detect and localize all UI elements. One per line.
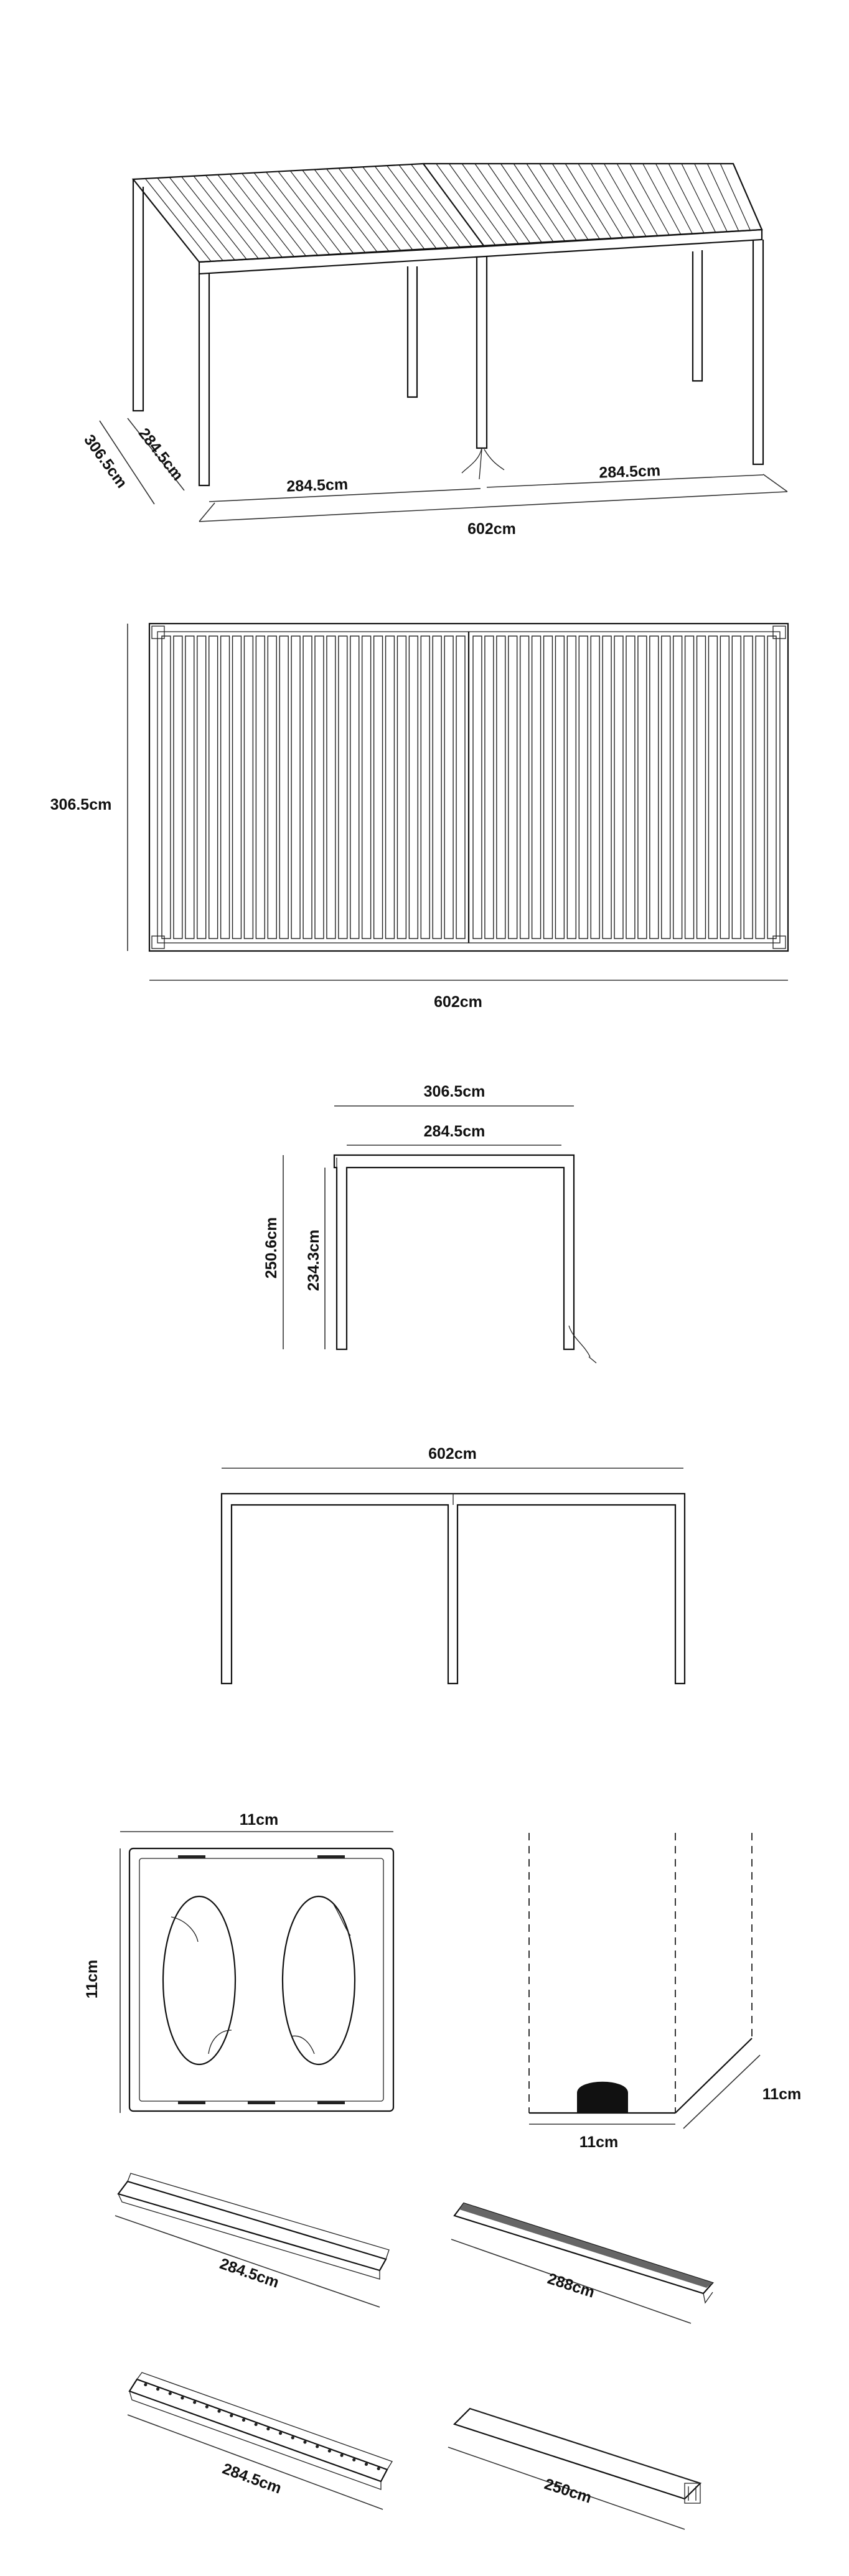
- roof-slat: [553, 164, 600, 240]
- top-slat: [626, 636, 635, 939]
- label-depth-inner: 284.5cm: [134, 424, 187, 484]
- label-side-inner-width: 284.5cm: [423, 1123, 485, 1140]
- top-slat: [279, 636, 288, 939]
- top-slat: [662, 636, 670, 939]
- side-frame: [334, 1155, 574, 1349]
- power-cable: [462, 448, 504, 479]
- roof-slat: [254, 173, 318, 256]
- roof-slat: [290, 171, 354, 253]
- roof-slat: [206, 176, 271, 258]
- component-beam-led: [128, 2372, 392, 2509]
- top-slat: [185, 636, 194, 939]
- top-slat: [362, 636, 371, 939]
- roof-slat: [630, 164, 669, 235]
- roof-slats-left: [145, 164, 472, 261]
- roof-slat: [411, 164, 472, 247]
- dim-tick-total-left: [199, 503, 215, 522]
- post-front-right: [753, 240, 763, 464]
- top-slat: [532, 636, 541, 939]
- label-clear-height: 234.3cm: [305, 1229, 322, 1291]
- top-slat: [221, 636, 230, 939]
- post-base-side: [675, 2038, 752, 2113]
- top-slat: [162, 636, 171, 939]
- top-slat: [497, 636, 505, 939]
- section-edge-marks: [178, 1855, 345, 2104]
- label-width-left: 284.5cm: [286, 475, 349, 495]
- led-dot: [377, 2467, 380, 2470]
- top-slat: [291, 636, 300, 939]
- roof-slat: [565, 164, 611, 239]
- roof-divider: [423, 164, 484, 246]
- top-slat: [233, 636, 242, 939]
- roof-slat: [327, 169, 390, 251]
- post-front-middle: [477, 256, 487, 448]
- top-slat: [520, 636, 529, 939]
- top-slat: [732, 636, 741, 939]
- front-fascia: [199, 230, 762, 274]
- section-outer-profile: [129, 1848, 393, 2111]
- roof-slat: [278, 172, 342, 255]
- roof-slat: [436, 164, 496, 246]
- top-slat: [485, 636, 494, 939]
- front-frame: [222, 1494, 685, 1684]
- roof-slat: [540, 164, 589, 240]
- roof-slat: [169, 177, 235, 260]
- label-top-length: 602cm: [434, 993, 482, 1011]
- led-dot: [303, 2440, 306, 2443]
- top-slat: [744, 636, 753, 939]
- roof-slat: [578, 164, 623, 238]
- roof-slat: [387, 166, 449, 248]
- post-back-left: [133, 179, 143, 411]
- top-slat: [315, 636, 324, 939]
- label-width-right: 284.5cm: [598, 462, 661, 482]
- top-slat: [509, 636, 517, 939]
- top-slat: [327, 636, 335, 939]
- led-dot: [230, 2414, 233, 2417]
- top-slat: [579, 636, 588, 939]
- roof-slat: [266, 172, 330, 255]
- top-slat: [244, 636, 253, 939]
- roof-slat: [218, 175, 283, 258]
- post-back-middle: [408, 266, 417, 397]
- top-slat: [197, 636, 206, 939]
- led-dot: [266, 2427, 270, 2430]
- roof-slat: [351, 167, 413, 250]
- label-gutter: 250cm: [542, 2475, 594, 2507]
- top-slat: [374, 636, 383, 939]
- top-slat: [697, 636, 706, 939]
- top-slat: [433, 636, 441, 939]
- perspective-view: [80, 164, 787, 538]
- roof-slat: [230, 174, 294, 257]
- roof-slat: [449, 164, 508, 245]
- top-slat: [350, 636, 359, 939]
- top-slat: [591, 636, 599, 939]
- side-cable: [569, 1326, 596, 1363]
- led-dot: [316, 2445, 319, 2448]
- led-dot: [205, 2405, 209, 2408]
- drain-outlet: [578, 2082, 627, 2113]
- roof-slat: [643, 164, 681, 235]
- top-slat: [650, 636, 659, 939]
- led-dot: [291, 2436, 294, 2439]
- top-slat: [685, 636, 694, 939]
- front-view: [222, 1445, 685, 1684]
- roof-slat: [242, 174, 306, 256]
- side-view: [263, 1083, 596, 1363]
- label-top-depth: 306.5cm: [50, 796, 112, 813]
- roof-slat: [475, 164, 530, 244]
- label-total-height: 250.6cm: [263, 1217, 280, 1279]
- top-slat: [209, 636, 218, 939]
- roof-slat: [145, 179, 211, 261]
- led-dot: [352, 2458, 355, 2461]
- top-slat: [473, 636, 482, 939]
- label-detail-depth: 11cm: [762, 2086, 802, 2103]
- roof-slat: [501, 164, 554, 242]
- roof-slat: [591, 164, 635, 237]
- top-slat: [256, 636, 265, 939]
- drain-channel-right: [283, 1896, 355, 2064]
- top-slat: [767, 636, 776, 939]
- roof-slat: [303, 170, 365, 253]
- top-slat: [444, 636, 453, 939]
- label-side-outer-width: 306.5cm: [423, 1083, 485, 1100]
- post-section-view: [83, 1811, 393, 2113]
- label-louver: 288cm: [545, 2270, 597, 2302]
- top-slat: [603, 636, 611, 939]
- roof-slat: [462, 164, 519, 245]
- led-dot: [365, 2463, 368, 2466]
- top-slat: [397, 636, 406, 939]
- post-back-right: [693, 250, 702, 381]
- section-inner-profile: [139, 1858, 383, 2101]
- top-slat: [638, 636, 647, 939]
- top-slat: [421, 636, 429, 939]
- top-slat: [673, 636, 682, 939]
- post-front-left: [199, 273, 209, 485]
- top-slat: [174, 636, 182, 939]
- led-dot: [242, 2419, 245, 2422]
- roof-slat: [399, 165, 461, 248]
- roof-slat: [514, 164, 565, 241]
- component-gutter: [448, 2409, 700, 2529]
- led-dot: [255, 2423, 258, 2426]
- label-section-depth: 11cm: [83, 1959, 101, 1999]
- led-dot: [193, 2400, 196, 2404]
- drain-channel-left: [163, 1896, 235, 2064]
- top-slat: [268, 636, 276, 939]
- roof-slat: [157, 178, 223, 261]
- top-slat: [456, 636, 465, 939]
- led-strip: [144, 2383, 380, 2470]
- top-slat: [386, 636, 395, 939]
- led-dot: [328, 2449, 331, 2452]
- post-detail-view: [529, 1833, 801, 2151]
- roof-slat: [527, 164, 577, 241]
- roof-slat: [363, 167, 425, 250]
- component-beam-a: [115, 2173, 389, 2307]
- top-slat: [708, 636, 717, 939]
- top-slat: [720, 636, 729, 939]
- label-beam-a: 284.5cm: [217, 2255, 281, 2292]
- roof-slat: [617, 164, 658, 236]
- label-beam-led: 284.5cm: [220, 2460, 284, 2498]
- dim-tick-total-right: [763, 474, 787, 492]
- label-depth-outer: 306.5cm: [80, 431, 131, 492]
- label-detail-width: 11cm: [579, 2133, 619, 2151]
- component-louver: [451, 2203, 713, 2323]
- led-dot: [181, 2396, 184, 2399]
- top-slat: [339, 636, 347, 939]
- roof-slat: [708, 164, 739, 231]
- led-dot: [279, 2432, 282, 2435]
- roof-slat: [604, 164, 647, 237]
- label-front-length: 602cm: [428, 1445, 477, 1463]
- top-view: [50, 624, 788, 1011]
- top-slat: [555, 636, 564, 939]
- roof-slat: [695, 164, 728, 232]
- top-slat: [303, 636, 312, 939]
- top-slat: [544, 636, 553, 939]
- top-slat: [614, 636, 623, 939]
- roof-slat: [339, 168, 401, 251]
- led-dot: [169, 2392, 172, 2395]
- roof-slat: [720, 164, 750, 230]
- dim-line-detail-depth: [683, 2055, 760, 2129]
- roof-slat: [182, 177, 247, 260]
- dim-line-total: [199, 492, 787, 522]
- label-section-width: 11cm: [239, 1811, 279, 1829]
- top-slat: [756, 636, 764, 939]
- label-total-length: 602cm: [467, 520, 516, 538]
- led-dot: [340, 2454, 343, 2457]
- led-dot: [217, 2410, 220, 2413]
- roof-slat: [194, 176, 258, 259]
- roof-slat: [375, 166, 436, 249]
- led-dot: [144, 2383, 147, 2386]
- roof-slat: [314, 169, 377, 252]
- led-dot: [156, 2387, 159, 2391]
- top-slat: [409, 636, 418, 939]
- top-slat: [567, 636, 576, 939]
